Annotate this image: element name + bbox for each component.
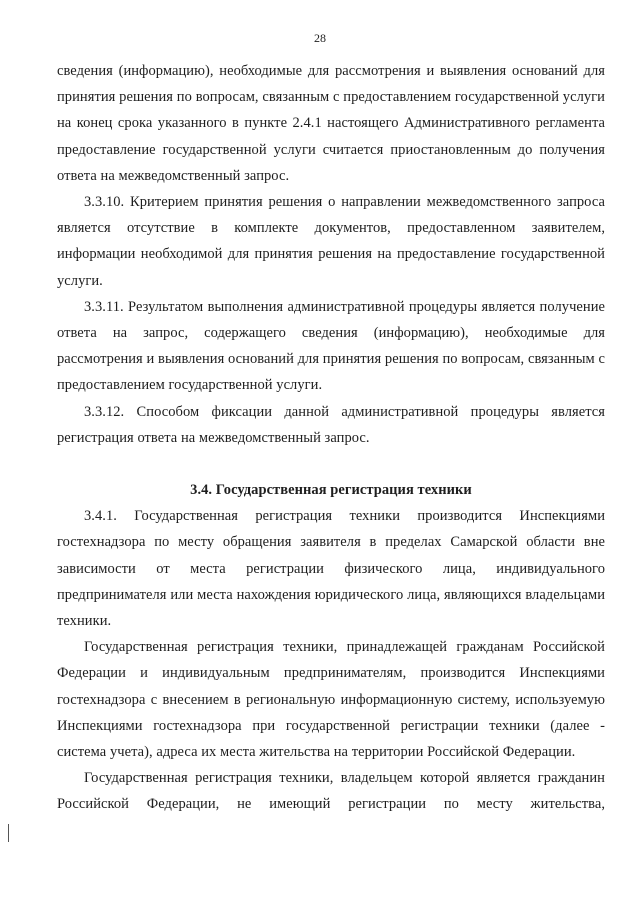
page-number: 28: [314, 31, 326, 45]
scan-margin-mark: [8, 824, 9, 842]
paragraph-3-4-1: 3.4.1. Государственная регистрация техники производится Инспекциями гостехнадзора по месту обращения заявителя в пределах Самарской области вне зависимости от места регистрации физического лица, индивидуального предпринимателя или места нахождения юридического лица, являющихся владельцами техники.: [57, 508, 605, 630]
paragraph-3-3-11: 3.3.11. Результатом выполнения административной процедуры является получение ответа на запрос, содержащего сведения (информацию), необходимые для рассмотрения и выявления оснований для принятия решения по вопросам, связанным с предоставлением государственной услуги.: [57, 298, 605, 394]
section-heading: 3.4. Государственная регистрация техники: [190, 482, 472, 499]
paragraph-3-3-10: 3.3.10. Критерием принятия решения о направлении межведомственного запроса является отсутствие в комплекте документов, предоставленном заявителем, информации необходимой для принятия решения на предоставление государственной услуги.: [57, 194, 605, 289]
document-body: [57, 58, 605, 818]
paragraph-no-residence-registration: Государственная регистрация техники, владельцем которой является гражданин Российской Федерации, не имеющий регистрации по месту жительства,: [57, 770, 605, 813]
section-gap: [57, 451, 605, 477]
paragraph-3-3-12: 3.3.12. Способом фиксации данной административной процедуры является регистрация ответа на межведомственный запрос.: [57, 403, 605, 446]
paragraph-citizens-registration: Государственная регистрация техники, принадлежащей гражданам Российской Федерации и индивидуальным предпринимателям, производится Инспекциями гостехнадзора с внесением в региональную информационную систему, используемую Инспекциями гостехнадзора при государственной регистрации техники (далее - система учета), адреса их места жительства на территории Российской Федерации.: [57, 639, 605, 761]
paragraph-continuation: сведения (информацию), необходимые для рассмотрения и выявления оснований для принятия решения по вопросам, связанным с предоставлением государственной услуги на конец срока указанного в пункте 2.4.1 настоящего Административного регламента предоставление государственной услуги считается приостановленным до получения ответа на межведомственный запрос.: [57, 63, 605, 184]
